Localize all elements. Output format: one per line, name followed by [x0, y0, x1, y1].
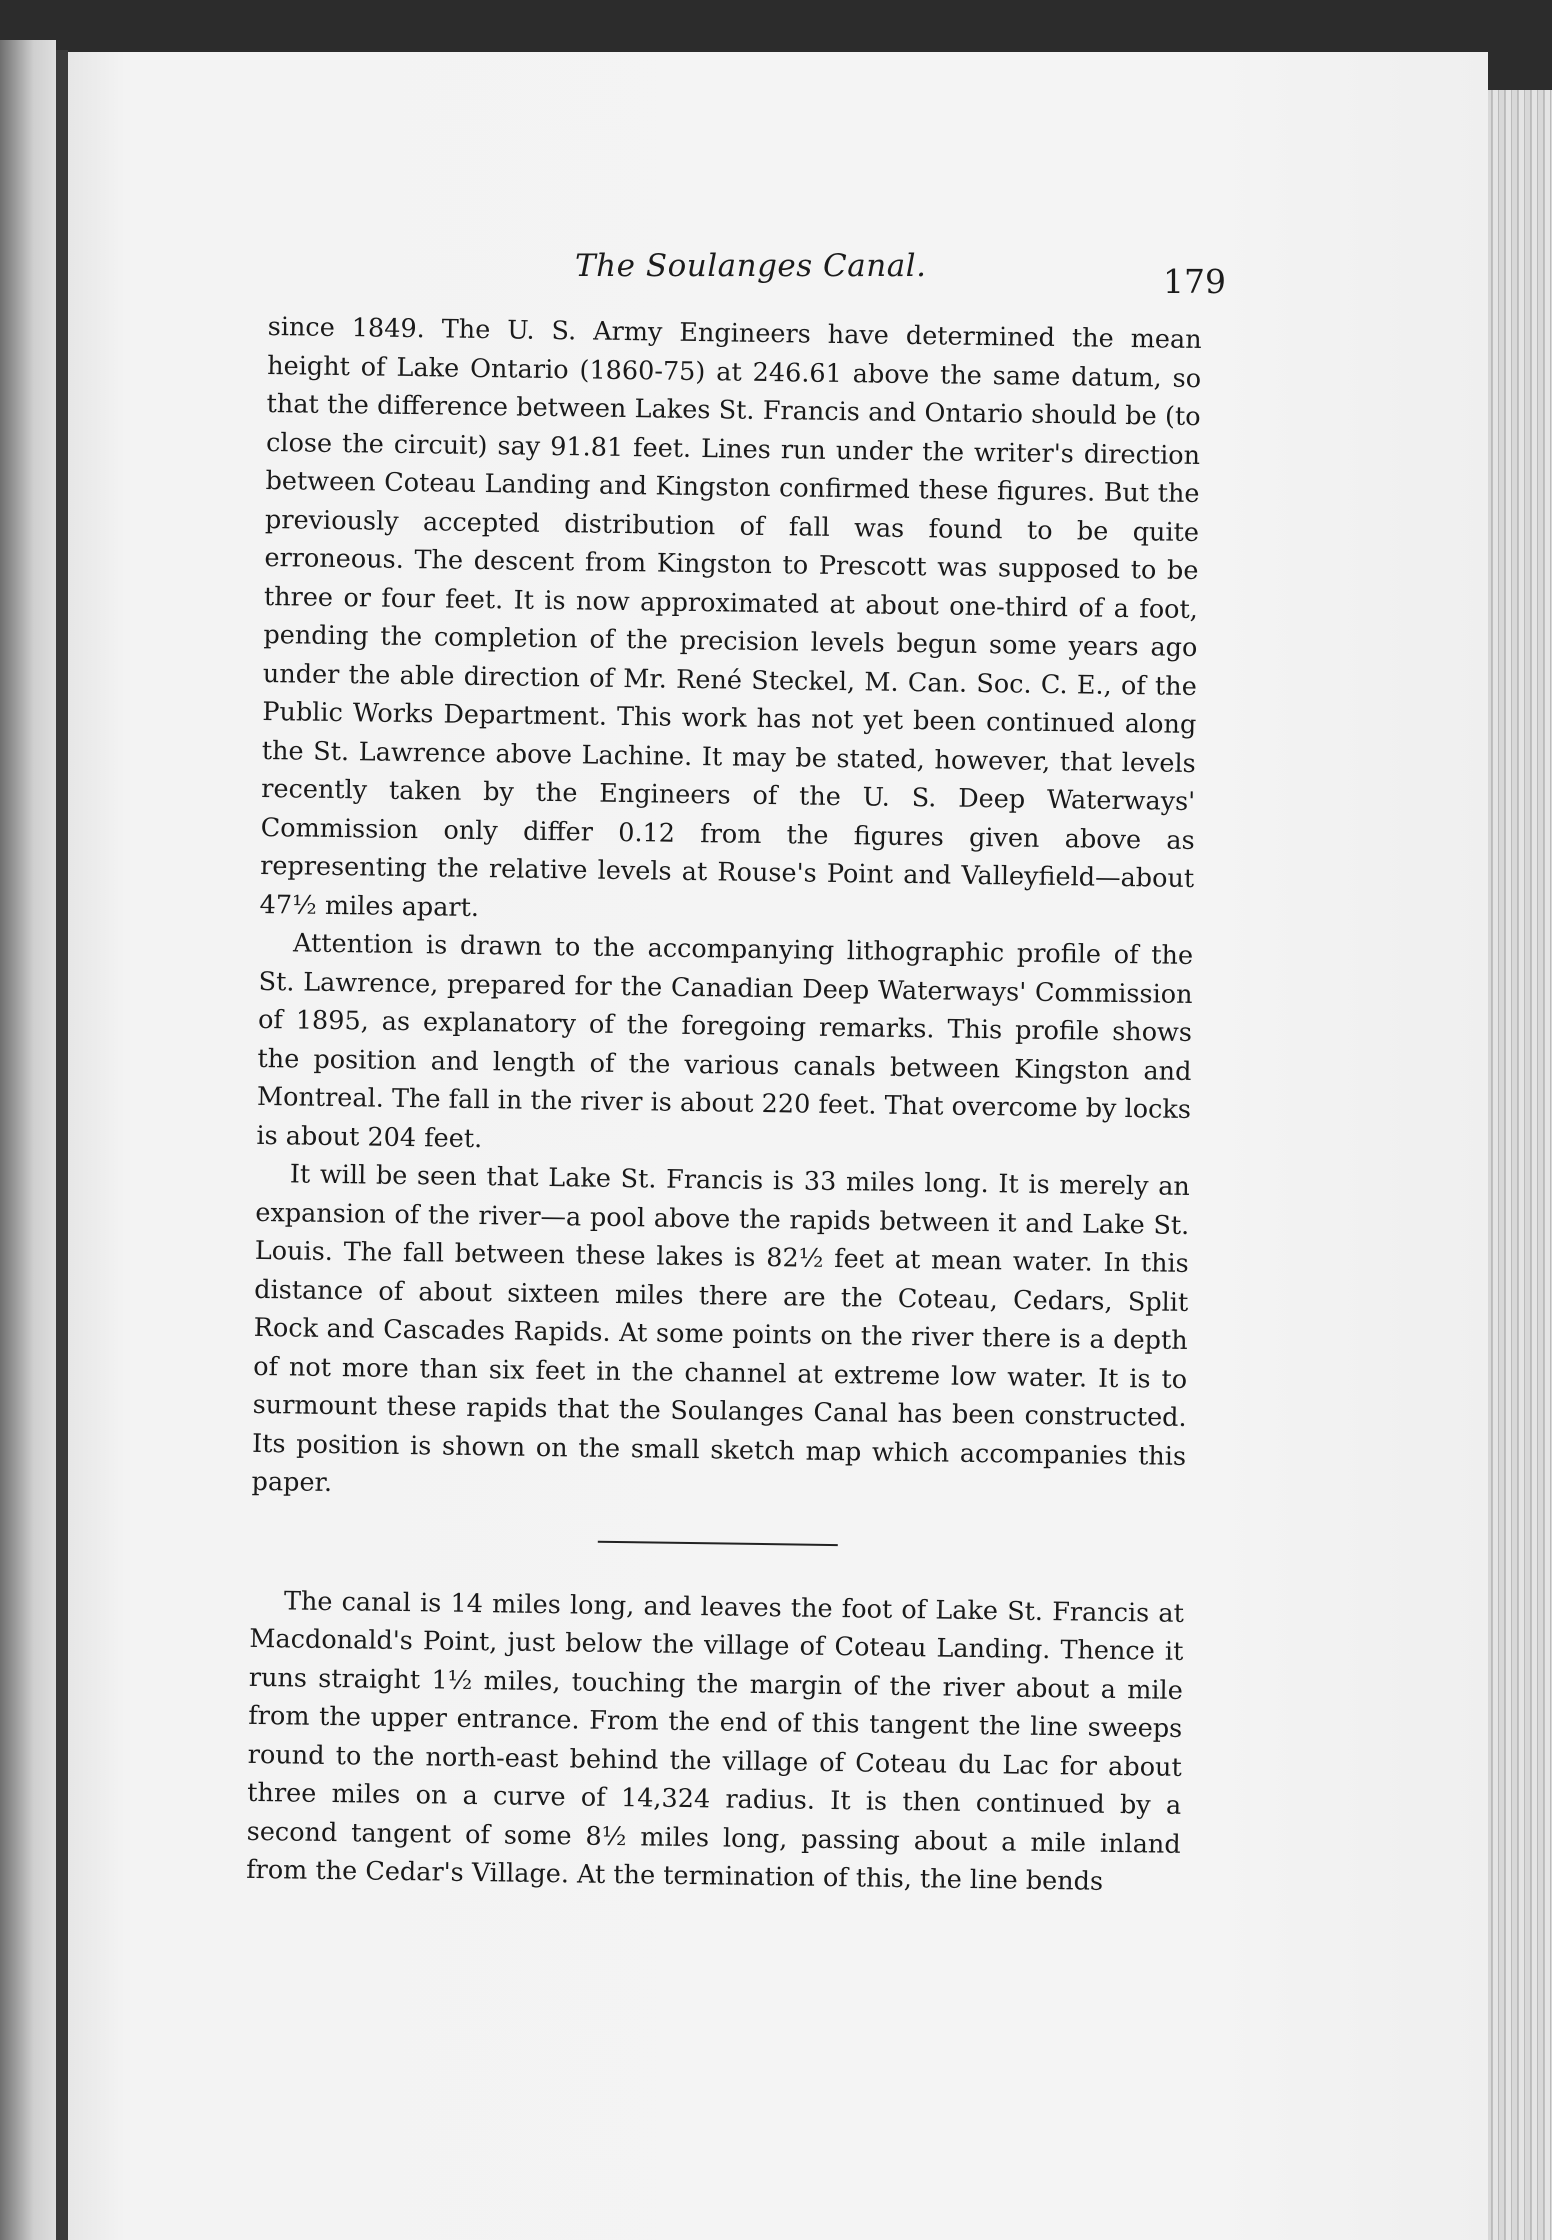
running-head [180, 210, 1230, 301]
paragraph-continued: since 1849. The U. S. Army Engineers have determined the mean height of Lake Ontario (1860-75) at 246.61 above the same datum, so that the difference between Lakes St. Francis and Ontario should be (to close the circuit) say 91.81 feet. Lines run under the writer's direction between Coteau Landing and Kingston confirmed these figures. But the previously accepted distribution of fall was found to be quite erroneous. The descent from Kingston to Prescott was supposed to be three or four feet. It is now approximated at about one-third of a foot, pending the completion of the precision levels begun some years ago under the able direction of Mr. René Steckel, M. Can. Soc. C. E., of the Public Works Department. This work has not yet been continued along the St. Lawrence above Lachine. It may be stated, however, that levels recently taken by the Engineers of the U. S. Deep Waterways' Commission only differ 0.12 from the figures given above as representing the relative levels at Rouse's Point and Valleyfield—about 47½ miles apart. [259, 311, 1202, 923]
left-page-edge [0, 40, 56, 2240]
paragraph-canal-route: The canal is 14 miles long, and leaves the foot of Lake St. Francis at Macdonald's Point, just below the village of Coteau Landing. Thence it runs straight 1½ miles, touching the margin of the river about a mile from the upper entrance. From the end of this tangent the line sweeps round to the north-east behind the village of Coteau du Lac for about three miles on a curve of 14,324 radius. It is then continued by a second tangent of some 8½ miles long, passing about a mile inland from the Cedar's Village. At the termination of this, the line bends [245, 1585, 1185, 1897]
section-divider [598, 1540, 838, 1545]
paragraph-lake-st-francis: It will be seen that Lake St. Francis is 33 miles long. It is merely an expansion of the river—a pool above the rapids between it and Lake St. Louis. The fall between these lakes is 82½ feet at mean water. In this distance of about sixteen miles there are the Coteau, Cedars, Split Rock and Cascades Rapids. At some points on the river there is a depth of not more than six feet in the channel at extreme low water. It is to surmount these rapids that the Soulanges Canal has been constructed. Its position is shown on the small sketch map which accompanies this paper. [251, 1159, 1191, 1499]
paragraph-profile: Attention is drawn to the accompanying lithographic profile of the St. Lawrence, prepared for the Canadian Deep Waterways' Commission of 1895, as explanatory of the foregoing remarks. This profile shows the position and length of the various canals between Kingston and Montreal. The fall in the river is about 220 feet. That overcome by locks is about 204 feet. [256, 928, 1194, 1154]
book-gutter [56, 50, 68, 2240]
page-number: 179 [1163, 262, 1226, 301]
body-text [246, 308, 1202, 1902]
running-title: The Soulanges Canal. [575, 248, 927, 284]
page-stack-edge [1486, 90, 1552, 2240]
